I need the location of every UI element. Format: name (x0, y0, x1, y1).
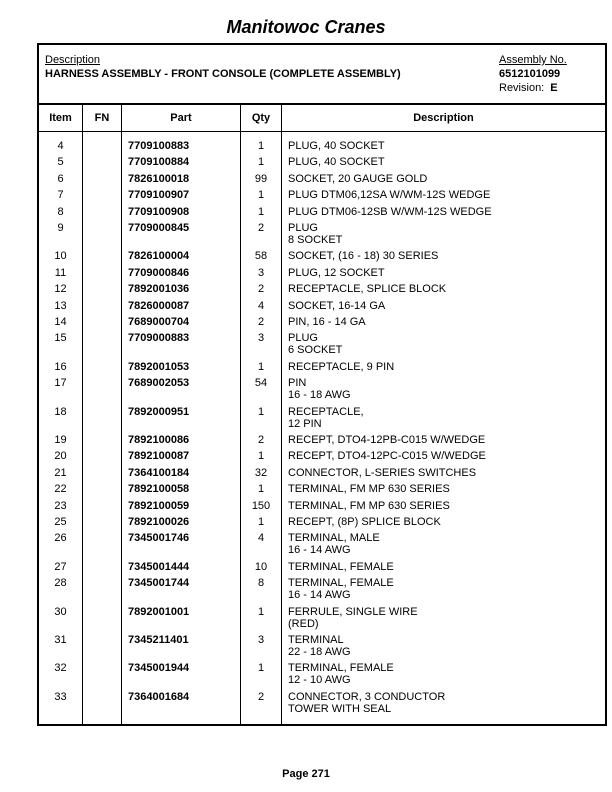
item-number: 5 (57, 156, 64, 169)
assembly-number: 6512101099 (499, 68, 561, 80)
part-description: PLUG, 40 SOCKET (288, 156, 385, 169)
item-number: 21 (54, 466, 67, 479)
assembly-title: HARNESS ASSEMBLY - FRONT CONSOLE (COMPLETE ASSEMBLY) (45, 68, 401, 80)
part-description: SOCKET, 20 GAUGE GOLD (288, 172, 428, 185)
quantity: 1 (257, 405, 265, 418)
item-number: 33 (54, 690, 67, 703)
quantity: 1 (257, 205, 265, 218)
quantity: 1 (257, 483, 265, 496)
part-description: TERMINAL, FEMALE (288, 560, 394, 573)
quantity: 2 (257, 316, 265, 328)
item-number: 30 (54, 605, 67, 618)
part-number: 7892100059 (128, 499, 190, 512)
part-description: PLUG, 40 SOCKET (288, 140, 385, 152)
item-number: 16 (54, 360, 67, 373)
part-description: RECEPTACLE, 12 PIN (288, 405, 364, 430)
item-number: 13 (54, 299, 67, 312)
part-description: PIN 16 - 18 AWG (288, 377, 351, 402)
item-number: 19 (54, 434, 67, 446)
column-divider (121, 105, 122, 724)
part-description: PLUG 8 SOCKET (288, 222, 343, 246)
col-item-header: Item (49, 112, 72, 124)
revision (499, 82, 558, 94)
item-number: 10 (54, 250, 67, 263)
quantity: 10 (254, 560, 268, 573)
item-number: 20 (54, 450, 67, 463)
page-number: Page 271 (282, 768, 330, 780)
part-description: FERRULE, SINGLE WIRE (RED) (288, 605, 418, 630)
item-number: 9 (57, 222, 64, 234)
quantity: 3 (257, 332, 265, 345)
part-description: SOCKET, (16 - 18) 30 SERIES (288, 250, 439, 263)
part-number: 7709000883 (128, 332, 190, 345)
part-number: 7826000087 (128, 299, 190, 312)
item-number: 12 (54, 283, 67, 296)
part-number: 7345001744 (128, 577, 190, 590)
part-number: 7345211401 (128, 634, 189, 646)
parts-list-frame (37, 43, 607, 726)
quantity: 1 (257, 156, 265, 169)
col-fn-header: FN (94, 112, 110, 124)
col-part-header: Part (170, 112, 192, 124)
part-number: 7709000845 (128, 222, 190, 234)
item-number: 27 (54, 560, 67, 573)
part-number: 7709100884 (128, 156, 190, 169)
quantity: 1 (257, 516, 265, 528)
part-number: 7892001036 (128, 283, 190, 296)
quantity: 3 (257, 634, 265, 646)
part-number: 7689000704 (128, 316, 190, 328)
part-number: 7892100058 (128, 483, 190, 496)
part-number: 7826100018 (128, 172, 190, 185)
part-number: 7709100883 (128, 140, 190, 152)
part-number: 7345001444 (128, 560, 190, 573)
column-header-row (39, 105, 605, 132)
part-number: 7892100087 (128, 450, 190, 463)
quantity: 2 (257, 690, 265, 703)
part-description: RECEPT, DTO4-12PC-C015 W/WEDGE (288, 450, 486, 463)
part-description: TERMINAL, FEMALE 16 - 14 AWG (288, 577, 394, 602)
part-description: RECEPTACLE, SPLICE BLOCK (288, 283, 447, 296)
col-description-header: Description (413, 112, 474, 124)
part-number: 7345001746 (128, 532, 190, 545)
part-description: RECEPTACLE, 9 PIN (288, 360, 395, 373)
part-number: 7892100026 (128, 516, 190, 528)
item-number: 4 (57, 140, 64, 152)
col-qty-header: Qty (251, 112, 271, 124)
quantity: 32 (254, 466, 268, 479)
column-divider (281, 105, 282, 724)
part-number: 7826100004 (128, 250, 190, 263)
revision-label: Revision: (499, 82, 545, 94)
brand-title: Manitowoc Cranes (226, 17, 386, 37)
revision-value: E (550, 82, 558, 94)
assembly-header (39, 45, 605, 105)
item-number: 28 (54, 577, 67, 590)
quantity: 58 (254, 250, 268, 263)
assembly-no-label: Assembly No. (499, 54, 567, 66)
quantity: 99 (254, 172, 268, 185)
quantity: 1 (257, 450, 265, 463)
item-number: 14 (54, 316, 67, 328)
part-description: TERMINAL, FEMALE 12 - 10 AWG (288, 662, 394, 687)
part-number: 7345001944 (128, 662, 190, 675)
item-number: 32 (54, 662, 67, 675)
item-number: 31 (54, 634, 67, 646)
quantity: 1 (257, 189, 265, 202)
part-number: 7892001001 (128, 605, 190, 618)
part-description: RECEPT, (8P) SPLICE BLOCK (288, 516, 441, 528)
part-number: 7892001053 (128, 360, 190, 373)
quantity: 3 (257, 266, 265, 279)
part-description: CONNECTOR, 3 CONDUCTOR TOWER WITH SEAL (288, 690, 446, 715)
part-description: TERMINAL, MALE 16 - 14 AWG (288, 532, 380, 557)
part-description: PLUG DTM06-12SB W/WM-12S WEDGE (288, 205, 492, 218)
item-number: 11 (54, 266, 67, 279)
part-number: 7892100086 (128, 434, 190, 446)
quantity: 1 (257, 662, 265, 675)
part-description: SOCKET, 16-14 GA (288, 299, 386, 312)
item-number: 26 (54, 532, 67, 545)
item-number: 23 (54, 499, 67, 512)
part-number: 7892000951 (128, 405, 190, 418)
part-description: TERMINAL, FM MP 630 SERIES (288, 499, 450, 512)
quantity: 1 (257, 140, 265, 152)
part-description: TERMINAL, FM MP 630 SERIES (288, 483, 450, 496)
quantity: 4 (257, 532, 265, 545)
quantity: 8 (257, 577, 265, 590)
quantity: 2 (257, 434, 265, 446)
item-number: 18 (54, 405, 67, 418)
part-number: 7364100184 (128, 466, 190, 479)
item-number: 7 (57, 189, 64, 202)
item-number: 25 (54, 516, 67, 528)
column-divider (82, 105, 83, 724)
item-number: 22 (54, 483, 67, 496)
quantity: 150 (251, 499, 271, 512)
part-number: 7709100907 (128, 189, 190, 202)
description-label: Description (45, 54, 101, 66)
part-description: PIN, 16 - 14 GA (288, 316, 366, 328)
quantity: 1 (257, 360, 265, 373)
quantity: 4 (257, 299, 265, 312)
part-description: PLUG DTM06,12SA W/WM-12S WEDGE (288, 189, 491, 202)
quantity: 1 (257, 605, 265, 618)
part-description: RECEPT, DTO4-12PB-C015 W/WEDGE (288, 434, 486, 446)
item-number: 17 (54, 377, 67, 390)
part-number: 7709000846 (128, 266, 190, 279)
item-number: 8 (57, 205, 64, 218)
quantity: 2 (257, 222, 265, 234)
part-number: 7364001684 (128, 690, 190, 703)
part-description: TERMINAL 22 - 18 AWG (288, 634, 351, 658)
part-number: 7709100908 (128, 205, 190, 218)
quantity: 2 (257, 283, 265, 296)
item-number: 15 (54, 332, 67, 345)
part-number: 7689002053 (128, 377, 190, 390)
part-description: PLUG, 12 SOCKET (288, 266, 385, 279)
part-description: CONNECTOR, L-SERIES SWITCHES (288, 466, 477, 479)
part-description: PLUG 6 SOCKET (288, 332, 343, 357)
quantity: 54 (254, 377, 268, 390)
item-number: 6 (57, 172, 64, 185)
